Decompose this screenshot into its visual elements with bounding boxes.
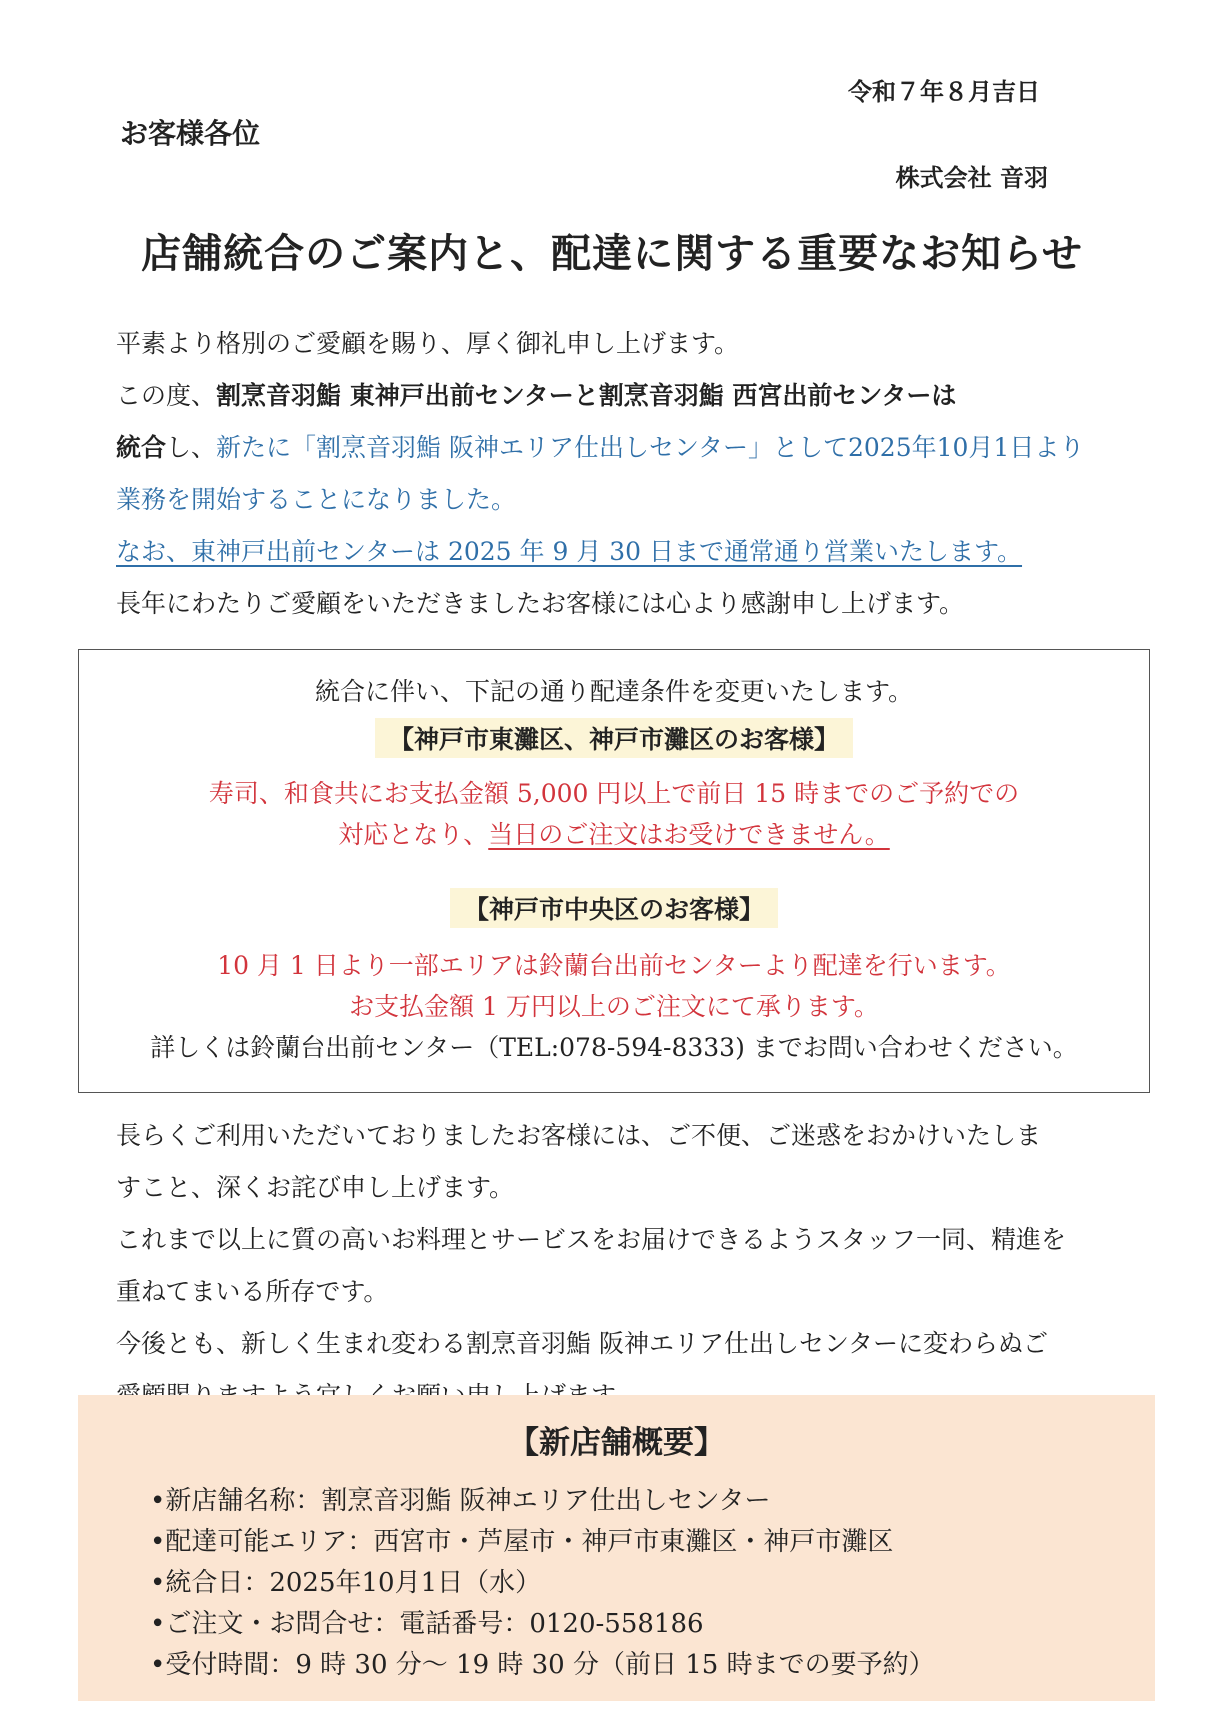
intro-line-1 xyxy=(116,318,1126,370)
new-store-summary xyxy=(78,1395,1155,1701)
thanks-text: 長年にわたりご愛顧をいただきましたお客様には心より感謝申し上げます。 xyxy=(116,589,965,618)
section2-line-3: 詳しくは鈴蘭台出前センター（TEL:078-594-8333) までお問い合わせください。 xyxy=(150,1033,1078,1062)
intro-line-2-prefix: この度、 xyxy=(116,381,217,410)
closing-line-4: 重ねてまいる所存です。 xyxy=(116,1277,389,1306)
summary-item-merge-date: •統合日：2025年10月1日（水） xyxy=(150,1568,542,1598)
company-name: 株式会社 音羽 xyxy=(895,163,1048,192)
addressee: お客様各位 xyxy=(120,117,261,150)
summary-list xyxy=(150,1481,935,1686)
intro-line-5 xyxy=(116,526,1126,578)
notice-lead: 統合に伴い、下記の通り配達条件を変更いたします。 xyxy=(314,677,913,706)
closing-section xyxy=(116,1110,1126,1422)
section1-heading-row xyxy=(79,718,1149,758)
summary-title: 【新店舗概要】 xyxy=(508,1425,725,1461)
intro-line-3-conj: し、 xyxy=(166,433,217,462)
intro-line-1-text: 平素より格別のご愛顧を賜り、厚く御礼申し上げます。 xyxy=(116,329,740,358)
section2-line-2: お支払金額 1 万円以上のご注文にて承ります。 xyxy=(349,992,879,1021)
section2-line-1: 10 月 1 日より一部エリアは鈴蘭台出前センターより配達を行います。 xyxy=(217,951,1011,980)
new-center-announcement: 新たに「割烹音羽鮨 阪神エリア仕出しセンター」として2025年10月1日より xyxy=(216,433,1085,462)
page-title: 店舗統合のご案内と、配達に関する重要なお知らせ xyxy=(141,230,1083,277)
document-date: 令和７年８月吉日 xyxy=(848,77,1040,106)
intro-line-6 xyxy=(116,578,1126,630)
no-same-day-orders: 当日のご注文はお受けできません。 xyxy=(488,820,890,849)
section2-heading-row xyxy=(79,888,1149,928)
section2-heading: 【神戸市中央区のお客様】 xyxy=(450,888,778,928)
section1-line-1: 寿司、和食共にお支払金額 5,000 円以上で前日 15 時までのご予約での xyxy=(208,779,1020,808)
closing-line-2: すこと、深くお詫び申し上げます。 xyxy=(116,1173,515,1202)
summary-item-hours: •受付時間：9 時 30 分～ 19 時 30 分（前日 15 時までの要予約） xyxy=(150,1650,935,1680)
intro-line-3 xyxy=(116,422,1126,474)
intro-line-4 xyxy=(116,474,1126,526)
summary-item-contact: •ご注文・お問合せ：電話番号：0120-558186 xyxy=(150,1609,704,1639)
delivery-change-box xyxy=(78,649,1150,1093)
closing-line-3: これまで以上に質の高いお料理とサービスをお届けできるようスタッフ一同、精進を xyxy=(116,1225,1067,1254)
section1-line-2-prefix: 対応となり、 xyxy=(338,820,489,849)
closing-line-5: 今後とも、新しく生まれ変わる割烹音羽鮨 阪神エリア仕出しセンターに変わらぬご xyxy=(116,1329,1048,1358)
summary-item-store-name: •新店舗名称：割烹音羽鮨 阪神エリア仕出しセンター xyxy=(150,1486,771,1516)
section1-line-2 xyxy=(79,815,1149,851)
merging-stores-text: 割烹音羽鮨 東神戸出前センターと割烹音羽鮨 西宮出前センターは xyxy=(216,381,957,410)
intro-line-2 xyxy=(116,370,1126,422)
section1-heading: 【神戸市東灘区、神戸市灘区のお客様】 xyxy=(375,718,853,758)
operating-until-notice: なお、東神戸出前センターは 2025 年 9 月 30 日まで通常通り営業いたします。 xyxy=(116,537,1023,566)
intro-section xyxy=(116,318,1126,630)
summary-item-delivery-area: •配達可能エリア：西宮市・芦屋市・神戸市東灘区・神戸市灘区 xyxy=(150,1527,894,1557)
business-start-text: 業務を開始することになりました。 xyxy=(116,485,517,514)
closing-line-1: 長らくご利用いただいておりましたお客様には、ご不便、ご迷惑をおかけいたしま xyxy=(116,1121,1042,1150)
merge-word: 統合 xyxy=(116,433,167,462)
